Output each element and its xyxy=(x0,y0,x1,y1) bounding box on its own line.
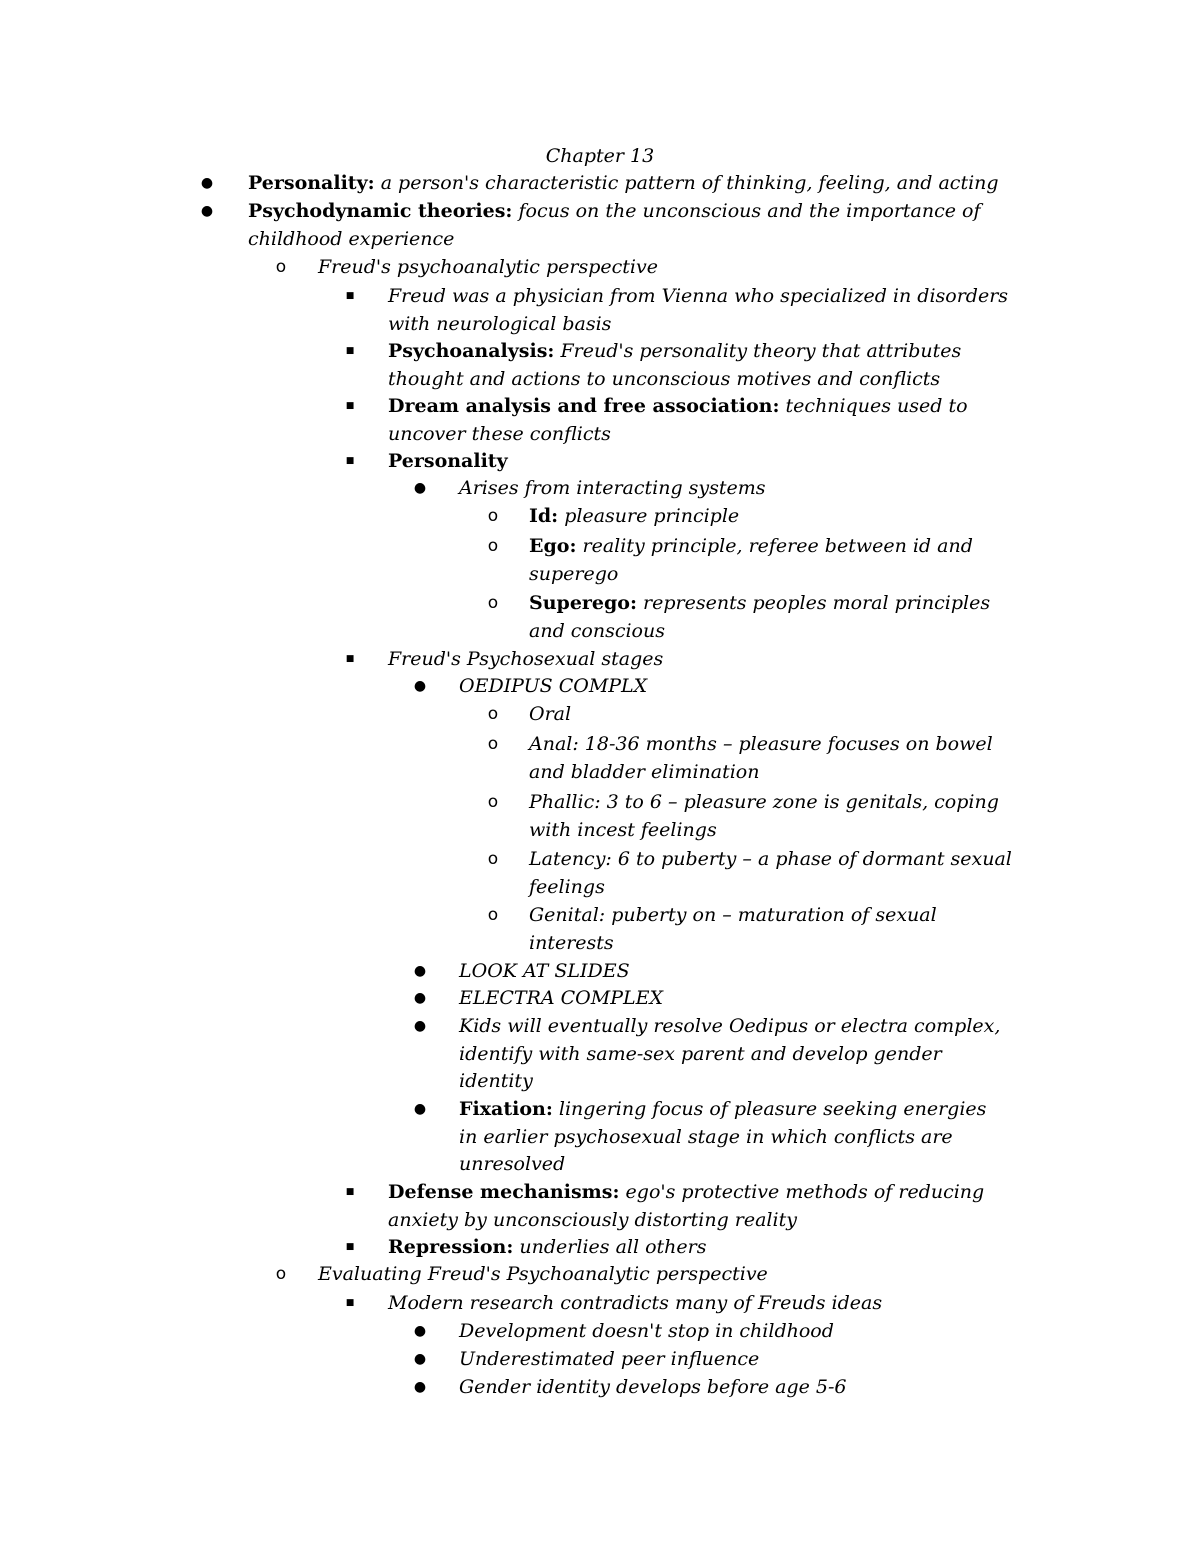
bullet-icon: ■ xyxy=(345,456,355,466)
list-item xyxy=(345,646,1010,674)
bullet-icon: o xyxy=(487,593,499,613)
list-item-text xyxy=(459,1096,1010,1179)
list-item xyxy=(487,731,1018,786)
list-item-text xyxy=(529,503,1018,531)
bullet-icon: ● xyxy=(413,678,427,694)
definition-text: Evaluating Freud's Psychoanalytic perspective xyxy=(318,1263,768,1285)
list-item-text xyxy=(529,789,1018,844)
list-item-text xyxy=(459,958,1010,986)
bullet-icon: ● xyxy=(413,480,427,496)
bullet-icon: ● xyxy=(413,1323,427,1339)
list-item xyxy=(487,590,1018,645)
list-item xyxy=(345,1234,1010,1262)
bullet-icon: ● xyxy=(200,175,214,191)
bullet-icon: o xyxy=(487,734,499,754)
definition-text: Underestimated peer influence xyxy=(459,1348,760,1370)
list-item-text xyxy=(529,731,1018,786)
list-item xyxy=(345,393,1010,448)
list-item-text xyxy=(459,1374,1010,1402)
definition-text: a person's characteristic pattern of thinking, feeling, and acting xyxy=(380,172,999,194)
definition-text: ego's protective methods of reducing anxiety by unconsciously distorting reality xyxy=(388,1181,985,1231)
list-item-text xyxy=(388,448,1010,476)
list-item-text xyxy=(388,1290,1010,1318)
list-item-text xyxy=(248,198,1000,253)
list-item xyxy=(345,1179,1010,1234)
list-item-text xyxy=(459,1318,1010,1346)
term-label: Psychodynamic theories: xyxy=(248,200,513,222)
list-item-text xyxy=(388,283,1010,338)
bullet-icon: ● xyxy=(200,203,214,219)
term-label: Fixation: xyxy=(459,1098,553,1120)
list-item-text xyxy=(459,1013,1010,1096)
term-label: Repression: xyxy=(388,1236,514,1258)
bullet-icon: ■ xyxy=(345,291,355,301)
list-item xyxy=(413,1374,1010,1402)
definition-text: Freud was a physician from Vienna who specialized in disorders with neurological basis xyxy=(388,285,1009,335)
list-item xyxy=(413,1013,1010,1096)
definition-text: represents peoples moral principles and conscious xyxy=(529,592,991,642)
term-label: Defense mechanisms: xyxy=(388,1181,620,1203)
definition-text: lingering focus of pleasure seeking energies in earlier psychosexual stage in which conflicts are unresolved xyxy=(459,1098,987,1175)
definition-text: ELECTRA COMPLEX xyxy=(459,987,663,1009)
bullet-icon: ■ xyxy=(345,654,355,664)
list-item-text xyxy=(388,646,1010,674)
list-item xyxy=(487,789,1018,844)
term-label: Dream analysis and free association: xyxy=(388,395,780,417)
list-item xyxy=(413,1346,1010,1374)
bullet-icon: o xyxy=(487,905,499,925)
definition-text: Oral xyxy=(529,703,572,725)
term-label: Id: xyxy=(529,505,559,527)
definition-text: focus on the unconscious and the importance of childhood experience xyxy=(248,200,981,250)
definition-text: Genital: puberty on – maturation of sexual interests xyxy=(529,904,937,954)
definition-text: LOOK AT SLIDES xyxy=(459,960,630,982)
list-item xyxy=(345,283,1010,338)
list-item xyxy=(413,475,1010,503)
bullet-icon: o xyxy=(487,792,499,812)
bullet-icon: ■ xyxy=(345,401,355,411)
definition-text: Arises from interacting systems xyxy=(459,477,766,499)
bullet-icon: o xyxy=(487,506,499,526)
list-item-text xyxy=(459,475,1010,503)
bullet-icon: o xyxy=(487,704,499,724)
list-item xyxy=(487,503,1018,531)
list-item xyxy=(275,254,1000,282)
definition-text: Anal: 18-36 months – pleasure focuses on bowel and bladder elimination xyxy=(529,733,993,783)
list-item-text xyxy=(529,533,1018,588)
bullet-icon: ● xyxy=(413,990,427,1006)
list-item-text xyxy=(529,590,1018,645)
definition-text: Freud's Psychosexual stages xyxy=(388,648,664,670)
list-item-text xyxy=(459,1346,1010,1374)
bullet-icon: o xyxy=(275,1264,287,1284)
definition-text: Freud's psychoanalytic perspective xyxy=(318,256,658,278)
page-title: Chapter 13 xyxy=(545,145,655,167)
list-item xyxy=(200,170,1000,198)
list-item xyxy=(413,985,1010,1013)
term-label: Psychoanalysis: xyxy=(388,340,555,362)
list-item-text xyxy=(318,1261,1000,1289)
bullet-icon: o xyxy=(487,536,499,556)
bullet-icon: o xyxy=(487,849,499,869)
list-item xyxy=(345,338,1010,393)
definition-text: Latency: 6 to puberty – a phase of dormant sexual feelings xyxy=(529,848,1012,898)
list-item xyxy=(413,1096,1010,1179)
definition-text: Phallic: 3 to 6 – pleasure zone is genitals, coping with incest feelings xyxy=(529,791,999,841)
list-item-text xyxy=(388,393,1010,448)
list-item xyxy=(487,902,1018,957)
list-item-text xyxy=(248,170,1000,198)
term-label: Personality xyxy=(388,450,508,472)
definition-text: reality principle, referee between id and superego xyxy=(529,535,973,585)
definition-text: Development doesn't stop in childhood xyxy=(459,1320,834,1342)
bullet-icon: ● xyxy=(413,963,427,979)
bullet-icon: ● xyxy=(413,1018,427,1034)
bullet-icon: ■ xyxy=(345,1298,355,1308)
definition-text: Gender identity develops before age 5-6 xyxy=(459,1376,847,1398)
list-item-text xyxy=(388,1179,1010,1234)
bullet-icon: ● xyxy=(413,1101,427,1117)
list-item xyxy=(200,198,1000,253)
list-item xyxy=(487,846,1018,901)
term-label: Ego: xyxy=(529,535,577,557)
list-item xyxy=(413,958,1010,986)
definition-text: Freud's personality theory that attributes thought and actions to unconscious motives and conflicts xyxy=(388,340,962,390)
list-item-text xyxy=(459,985,1010,1013)
bullet-icon: ■ xyxy=(345,1242,355,1252)
list-item xyxy=(487,701,1018,729)
definition-text: techniques used to uncover these conflicts xyxy=(388,395,968,445)
list-item xyxy=(487,533,1018,588)
list-item-text xyxy=(529,846,1018,901)
definition-text: underlies all others xyxy=(519,1236,707,1258)
list-item-text xyxy=(529,701,1018,729)
list-item-text xyxy=(388,1234,1010,1262)
term-label: Personality: xyxy=(248,172,375,194)
bullet-icon: ● xyxy=(413,1379,427,1395)
list-item-text xyxy=(529,902,1018,957)
bullet-icon: ● xyxy=(413,1351,427,1367)
list-item xyxy=(413,673,1010,701)
list-item xyxy=(345,448,1010,476)
list-item-text xyxy=(388,338,1010,393)
bullet-icon: ■ xyxy=(345,1187,355,1197)
bullet-icon: o xyxy=(275,257,287,277)
definition-text: Modern research contradicts many of Freuds ideas xyxy=(388,1292,883,1314)
list-item xyxy=(413,1318,1010,1346)
bullet-icon: ■ xyxy=(345,346,355,356)
definition-text: Kids will eventually resolve Oedipus or electra complex, identify with same-sex parent and develop gender identity xyxy=(459,1015,1001,1092)
term-label: Superego: xyxy=(529,592,637,614)
definition-text: OEDIPUS COMPLX xyxy=(459,675,648,697)
list-item xyxy=(275,1261,1000,1289)
list-item xyxy=(345,1290,1010,1318)
list-item-text xyxy=(318,254,1000,282)
definition-text: pleasure principle xyxy=(564,505,740,527)
list-item-text xyxy=(459,673,1010,701)
